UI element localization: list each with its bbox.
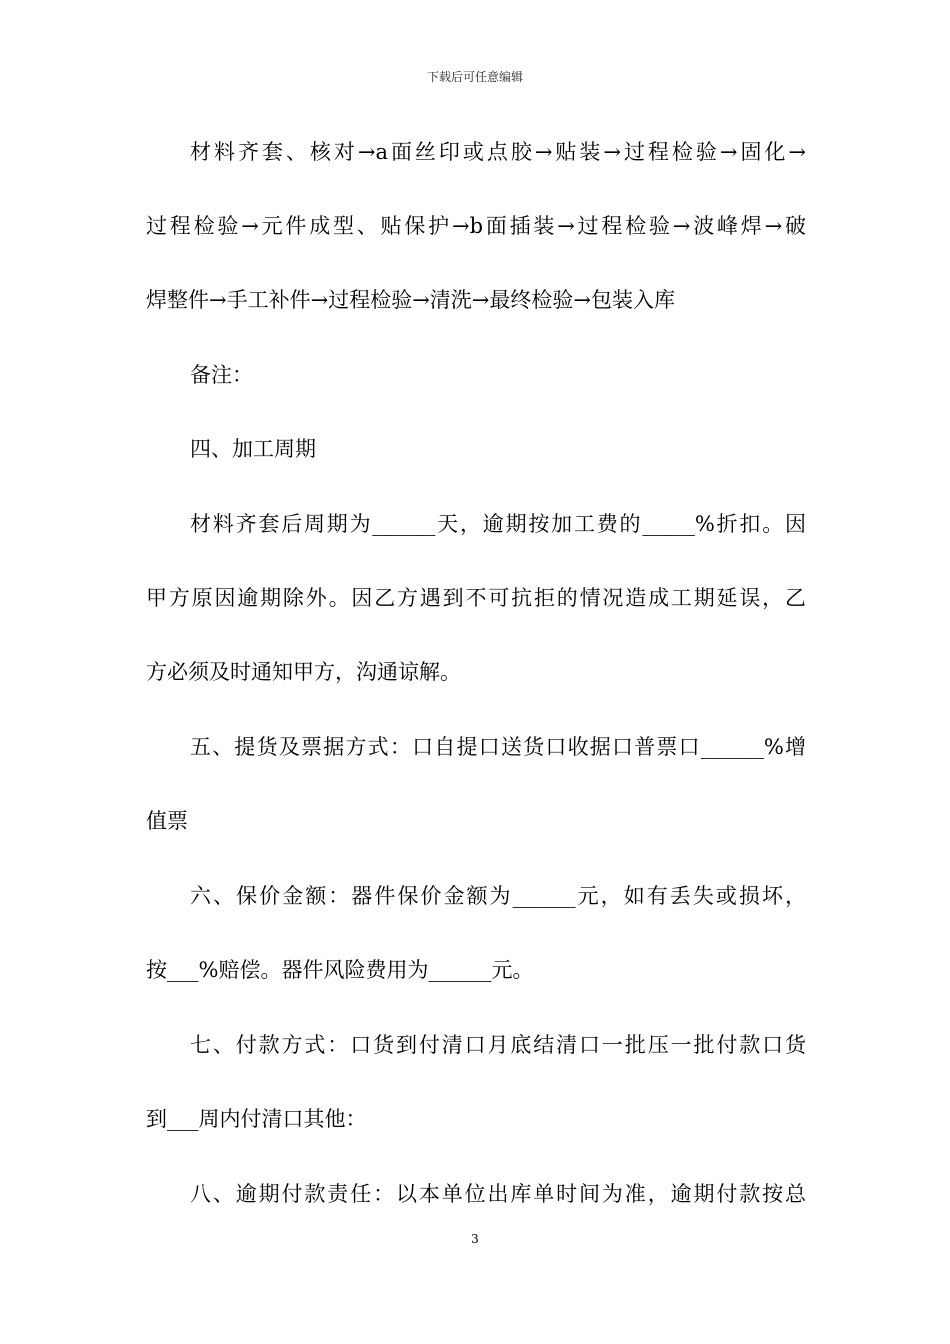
paragraph-line: 备注： xyxy=(190,363,253,387)
paragraph-line: 七、付款方式：口货到付清口月底结清口一批压一批付款口货 xyxy=(190,1033,806,1057)
paragraph-line: 方必须及时通知甲方，沟通谅解。 xyxy=(146,660,461,684)
header-note: 下载后可任意编辑 xyxy=(426,70,523,84)
paragraph-line: 六、保价金额：器件保价金额为______元，如有丢失或损坏， xyxy=(190,884,806,908)
paragraph-line: 按___%赔偿。器件风险费用为______元。 xyxy=(146,958,534,982)
paragraph-line: 材料齐套、核对→a面丝印或点胶→贴装→过程检验→固化→ xyxy=(190,140,806,164)
paragraph-line: 八、逾期付款责任：以本单位出库单时间为准，逾期付款按总 xyxy=(190,1182,806,1206)
paragraph-line: 到___周内付清口其他： xyxy=(146,1107,367,1131)
paragraph-line: 值票 xyxy=(146,809,188,833)
paragraph-line: 材料齐套后周期为______天，逾期按加工费的_____%折扣。因 xyxy=(190,512,806,536)
paragraph-line: 五、提货及票据方式：口自提口送货口收据口普票口______%增 xyxy=(190,735,806,759)
paragraph-line: 过程检验→元件成型、贴保护→b面插装→过程检验→波峰焊→破 xyxy=(146,214,806,238)
section-heading: 四、加工周期 xyxy=(190,437,316,461)
paragraph-line: 焊整件→手工补件→过程检验→清洗→最终检验→包装入库 xyxy=(146,288,675,312)
page-number: 3 xyxy=(471,1232,479,1246)
paragraph-line: 甲方原因逾期除外。因乙方遇到不可抗拒的情况造成工期延误，乙 xyxy=(146,586,806,610)
